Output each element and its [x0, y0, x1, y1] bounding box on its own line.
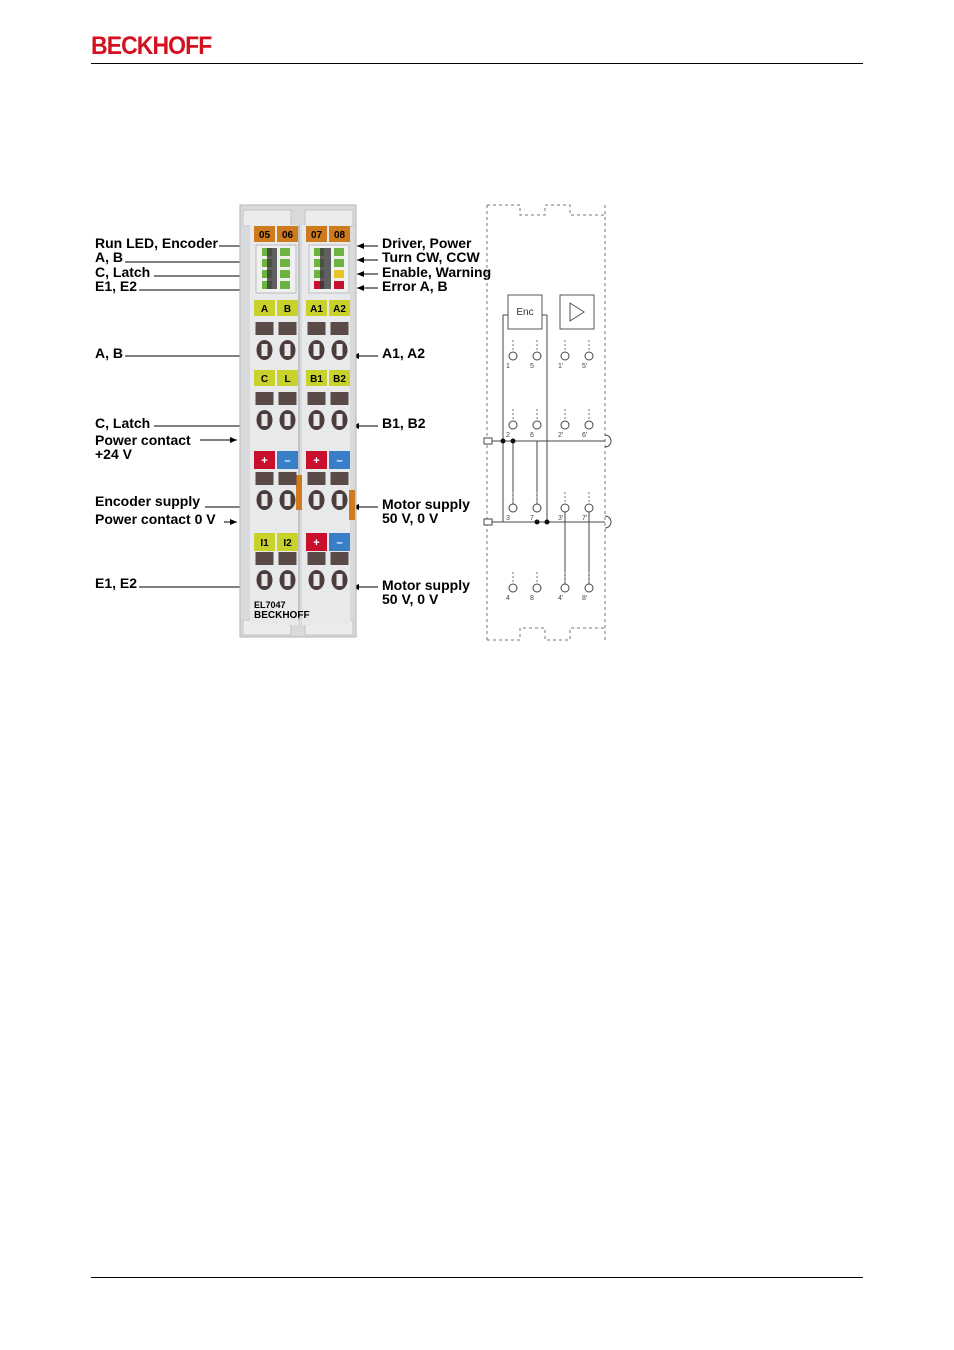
label-output-b1-b2: B1, B2 — [382, 415, 426, 431]
contact-spring — [314, 574, 320, 586]
led-tag-07: 07 — [310, 230, 323, 241]
schematic-pin-label: 6' — [582, 432, 588, 439]
schematic-junction-dot — [511, 439, 516, 444]
contact-spring — [314, 414, 320, 426]
label-turn-cw-ccw: Turn CW, CCW — [382, 249, 480, 265]
contact-release-slot — [308, 552, 326, 565]
label-plus-24v: +24 V — [95, 446, 132, 462]
contact-release-slot — [308, 472, 326, 485]
schematic-pin-label: 6 — [530, 432, 534, 439]
label-motor-supply-1: Motor supply — [382, 496, 470, 512]
tag-plus-2: + — [313, 455, 320, 467]
tag-minus-1: – — [284, 455, 291, 467]
schematic-junction-dot — [501, 439, 506, 444]
contact-spring — [262, 344, 268, 356]
tag-plus-3: + — [313, 537, 320, 549]
label-led-e1-e2: E1, E2 — [95, 278, 138, 294]
tag-a1: A1 — [310, 304, 323, 315]
contact-release-slot — [279, 472, 297, 485]
contact-spring — [285, 344, 291, 356]
contact-spring — [262, 414, 268, 426]
schematic-pin-label: 4' — [558, 595, 564, 602]
schematic-pin-label: 8 — [530, 595, 534, 602]
contact-spring — [285, 414, 291, 426]
contact-spring — [337, 574, 343, 586]
brand-label: BECKHOFF — [254, 610, 310, 621]
schematic-pin-label: 2' — [558, 432, 564, 439]
contact-release-slot — [279, 392, 297, 405]
contact-release-slot — [256, 552, 274, 565]
tag-minus-2: – — [336, 455, 343, 467]
contact-spring — [337, 344, 343, 356]
label-input-e1-e2: E1, E2 — [95, 575, 138, 591]
tag-b: B — [283, 304, 292, 315]
model-label: EL7047 — [254, 600, 286, 610]
tag-a: A — [260, 304, 269, 315]
label-led-a-b: A, B — [95, 249, 123, 265]
tag-a2: A2 — [333, 304, 346, 315]
tag-minus-3: – — [336, 537, 343, 549]
schematic-terminal-point — [585, 504, 593, 512]
label-power-contact-0v: Power contact 0 V — [95, 511, 216, 527]
schematic-terminal-point — [509, 504, 517, 512]
schematic-terminal-point — [509, 352, 517, 360]
schematic-pin-label: 5 — [530, 363, 534, 370]
label-enable-warning: Enable, Warning — [382, 264, 492, 280]
schematic-terminal-point — [533, 421, 541, 429]
label-input-c-latch: C, Latch — [95, 415, 151, 431]
schematic-pin-label: 1' — [558, 363, 564, 370]
schematic-pin-label: 1 — [506, 363, 510, 370]
schematic-pin-label: 4 — [506, 595, 510, 602]
contact-release-slot — [331, 552, 349, 565]
contact-release-slot — [331, 392, 349, 405]
contact-release-slot — [308, 392, 326, 405]
contact-spring — [285, 574, 291, 586]
amplifier-icon — [570, 303, 584, 321]
tag-i1: I1 — [260, 538, 269, 549]
enc-label: Enc — [516, 307, 534, 318]
contact-spring — [337, 494, 343, 506]
contact-release-slot — [279, 322, 297, 335]
schematic-pin-label: 8' — [582, 595, 588, 602]
schematic-terminal-point — [561, 352, 569, 360]
label-output-a1-a2: A1, A2 — [382, 345, 426, 361]
schematic-pin-label: 7 — [530, 515, 534, 522]
schematic-terminal-point — [585, 584, 593, 592]
label-motor-voltage-2: 50 V, 0 V — [382, 591, 439, 607]
label-power-contact: Power contact — [95, 432, 191, 448]
schematic-terminal-point — [585, 352, 593, 360]
schematic-terminal-point — [561, 504, 569, 512]
tag-i2: I2 — [283, 538, 292, 549]
contact-release-slot — [331, 322, 349, 335]
contact-release-slot — [308, 322, 326, 335]
contact-spring — [314, 494, 320, 506]
label-input-a-b: A, B — [95, 345, 123, 361]
contact-release-slot — [256, 472, 274, 485]
led-tag-06: 06 — [281, 230, 294, 241]
schematic-terminal-point — [561, 421, 569, 429]
schematic-terminal-point — [533, 352, 541, 360]
driver-box — [560, 295, 594, 329]
tag-b1: B1 — [310, 374, 323, 385]
schematic-pin-label: 7' — [582, 515, 588, 522]
beckhoff-logo: BECKHOFF — [91, 32, 212, 60]
label-run-led-encoder: Run LED, Encoder — [95, 235, 218, 251]
schematic-terminal-point — [509, 421, 517, 429]
label-motor-voltage-1: 50 V, 0 V — [382, 510, 439, 526]
schematic-terminal-point — [533, 504, 541, 512]
tag-c: C — [260, 374, 269, 385]
contact-release-slot — [279, 552, 297, 565]
led-tag-05: 05 — [258, 230, 271, 241]
schematic-pin-label: 3' — [558, 515, 564, 522]
left-leader-lines — [125, 246, 250, 587]
label-encoder-supply: Encoder supply — [95, 493, 201, 509]
contact-release-slot — [256, 392, 274, 405]
schematic-junction-dot — [535, 520, 540, 525]
contact-spring — [285, 494, 291, 506]
schematic-terminal-point — [561, 584, 569, 592]
contact-release-slot — [256, 322, 274, 335]
contact-release-slot — [331, 472, 349, 485]
label-error-a-b: Error A, B — [382, 278, 448, 294]
label-driver-power: Driver, Power — [382, 235, 472, 251]
contact-spring — [337, 414, 343, 426]
contact-spring — [262, 574, 268, 586]
schematic-pin-label: 5' — [582, 363, 588, 370]
schematic-terminal-point — [533, 584, 541, 592]
tag-plus-1: + — [261, 455, 268, 467]
contact-spring — [314, 344, 320, 356]
label-motor-supply-2: Motor supply — [382, 577, 470, 593]
schematic-terminal-point — [585, 421, 593, 429]
contact-spring — [262, 494, 268, 506]
schematic-pin-label: 3 — [506, 515, 510, 522]
tag-l: L — [284, 374, 291, 385]
label-led-c-latch: C, Latch — [95, 264, 151, 280]
schematic-junction-dot — [545, 520, 550, 525]
schematic-pin-label: 2 — [506, 432, 510, 439]
led-tag-08: 08 — [333, 230, 346, 241]
schematic-terminal-point — [509, 584, 517, 592]
tag-b2: B2 — [333, 374, 346, 385]
